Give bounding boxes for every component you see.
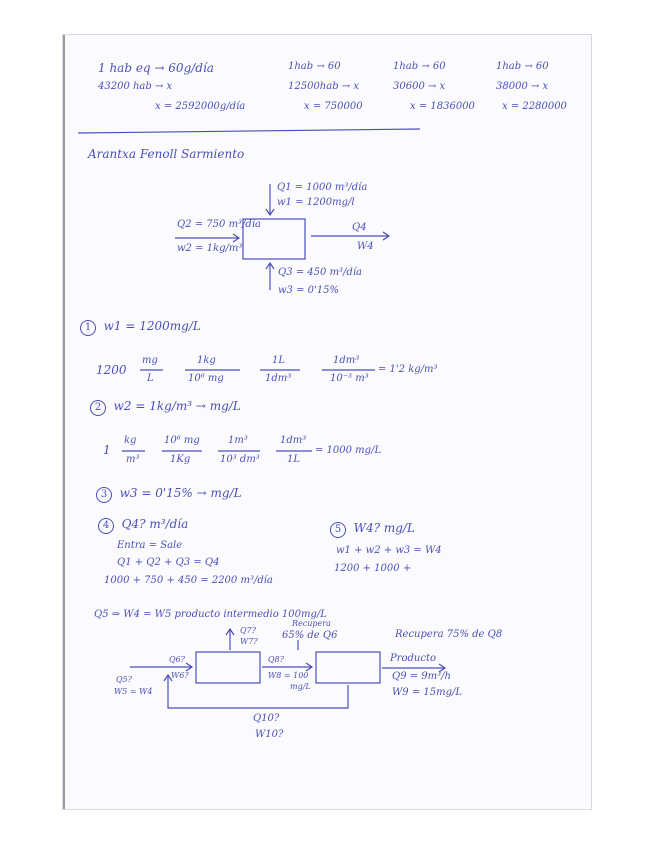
calc-col4-line3: x = 2280000 — [502, 101, 567, 112]
step1-frac4-den: 10⁻³ m³ — [330, 373, 369, 384]
producto-label: Producto — [390, 653, 437, 664]
q5-label: Q5? — [116, 675, 132, 684]
step2-frac3-num: 1m³ — [228, 435, 248, 446]
q7-label: Q7? — [240, 626, 256, 635]
q6-label: Q6? — [169, 655, 185, 664]
calc-col1-line3: x = 2592000g/día — [155, 101, 246, 112]
w10-label: W10? — [255, 729, 284, 740]
step2-frac2-den: 1Kg — [170, 454, 191, 465]
step1-frac2-num: 1kg — [197, 355, 216, 366]
step2-frac3-den: 10³ dm³ — [220, 454, 260, 465]
w8-unit: mg/L — [290, 682, 311, 691]
calc-col1-line1: 1 hab eq → 60g/día — [98, 61, 214, 75]
step1-result: = 1'2 kg/m³ — [378, 364, 438, 375]
step5-number: 5 — [330, 522, 346, 538]
recupera-q6: 65% de Q6 — [282, 630, 338, 641]
w5-label: W5 = W4 — [114, 687, 153, 696]
author-name: Arantxa Fenoll Sarmiento — [88, 147, 245, 161]
step5-line2: 1200 + 1000 + — [334, 563, 412, 574]
step2-result: = 1000 mg/L — [315, 445, 382, 456]
step4-line3: 1000 + 750 + 450 = 2200 m³/día — [104, 575, 273, 586]
step1-frac1-den: L — [147, 373, 154, 384]
recupera-label: Recupera — [292, 619, 331, 628]
calc-col3-line1: 1hab → 60 — [393, 61, 446, 72]
step5-title-text: W4? mg/L — [353, 521, 415, 535]
recupera-q8: Recupera 75% de Q8 — [395, 629, 503, 640]
step4-title — [98, 518, 188, 534]
step1-frac1-num: mg — [142, 355, 158, 366]
step2-frac4-num: 1dm³ — [280, 435, 307, 446]
calc-col4-line1: 1hab → 60 — [496, 61, 549, 72]
q3-label: Q3 = 450 m³/día — [278, 267, 362, 278]
step5-line1: w1 + w2 + w3 = W4 — [336, 545, 442, 556]
step5-title — [330, 522, 415, 538]
step1-frac2-den: 10⁶ mg — [188, 373, 224, 384]
calc-col2-line2: 12500hab → x — [288, 81, 359, 92]
step4-number: 4 — [98, 518, 114, 534]
calc-col2-line1: 1hab → 60 — [288, 61, 341, 72]
step2-title-text: w2 = 1kg/m³ → mg/L — [113, 399, 241, 413]
step4-line2: Q1 + Q2 + Q3 = Q4 — [117, 557, 220, 568]
step1-title-text: w1 = 1200mg/L — [103, 319, 201, 333]
calc-col4-line2: 38000 → x — [496, 81, 549, 92]
step1-frac3-den: 1dm³ — [265, 373, 292, 384]
w7-label: W7? — [240, 637, 258, 646]
w6-label: W6? — [171, 671, 189, 680]
step3-title — [96, 487, 242, 503]
calc-col3-line3: x = 1836000 — [410, 101, 475, 112]
calc-col1-line2: 43200 hab → x — [98, 81, 173, 92]
q10-label: Q10? — [253, 713, 280, 724]
q2-label: Q2 = 750 m³/día — [177, 219, 261, 230]
step2-frac2-num: 10⁶ mg — [164, 435, 200, 446]
step4-line1: Entra = Sale — [117, 540, 183, 551]
step3-title-text: w3 = 0'15% → mg/L — [119, 486, 242, 500]
step4-title-text: Q4? m³/día — [121, 517, 189, 531]
step2-frac4-den: 1L — [287, 454, 301, 465]
step1-value: 1200 — [96, 363, 127, 377]
step1-frac4-num: 1dm³ — [333, 355, 360, 366]
w4-label: W4 — [357, 241, 374, 252]
calc-col3-line2: 30600 → x — [393, 81, 446, 92]
step2-frac1-den: m³ — [126, 454, 140, 465]
step2-title — [90, 400, 241, 416]
q1-label: Q1 = 1000 m³/día — [277, 182, 368, 193]
w9-label: W9 = 15mg/L — [392, 687, 462, 698]
step2-number: 2 — [90, 400, 106, 416]
calc-col2-line3: x = 750000 — [304, 101, 363, 112]
step2-frac1-num: kg — [124, 435, 137, 446]
q8-label: Q8? — [268, 655, 284, 664]
diagram2-header: Q5 ⇒ W4 = W5 producto intermedio 100mg/L — [94, 609, 327, 620]
step1-title — [80, 320, 201, 336]
step2-value: 1 — [103, 443, 111, 457]
q9-label: Q9 = 9m³/h — [392, 671, 451, 682]
step1-frac3-num: 1L — [272, 355, 286, 366]
w1-label: w1 = 1200mg/l — [277, 197, 355, 208]
w3-label: w3 = 0'15% — [278, 285, 339, 296]
step3-number: 3 — [96, 487, 112, 503]
step1-number: 1 — [80, 320, 96, 336]
w2-label: w2 = 1kg/m³ — [177, 243, 243, 254]
w8-label: W8 = 100 — [268, 671, 309, 680]
q4-label: Q4 — [352, 222, 367, 233]
